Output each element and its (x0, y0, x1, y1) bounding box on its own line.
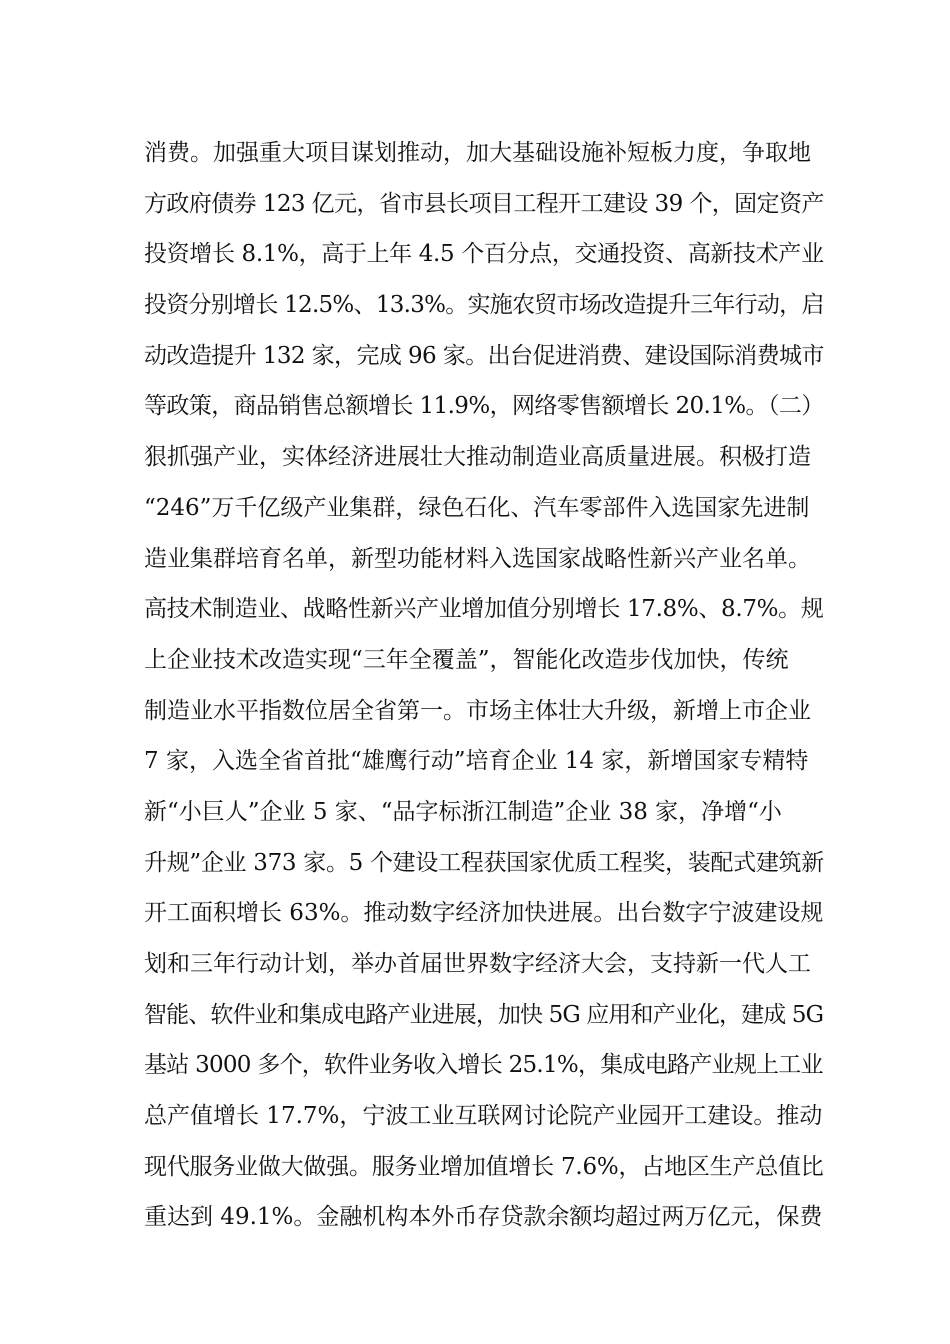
text-line: 升规”企业 373 家。5 个建设工程获国家优质工程奖，装配式建筑新 (144, 849, 824, 876)
text-line: 7 家，入选全省首批“雄鹰行动”培育企业 14 家，新增国家专精特 (144, 748, 809, 775)
text-line: “246”万千亿级产业集群，绿色石化、汽车零部件入选国家先进制 (144, 494, 810, 521)
text-line: 新“小巨人”企业 5 家、“品字标浙江制造”企业 38 家，净增“小 (144, 798, 782, 825)
body-text (144, 128, 824, 1243)
text-line: 消费。加强重大项目谋划推动，加大基础设施补短板力度，争取地 (144, 140, 811, 166)
text-line: 上企业技术改造实现“三年全覆盖”，智能化改造步伐加快，传统 (144, 646, 789, 673)
text-line: 方政府债券 123 亿元，省市县长项目工程开工建设 39 个，固定资产 (144, 190, 824, 217)
text-line: 智能、软件业和集成电路产业进展，加快 5G 应用和产业化，建成 5G (144, 1001, 824, 1028)
text-line: 投资分别增长 12.5%、13.3%。实施农贸市场改造提升三年行动，启 (144, 292, 824, 319)
text-line: 造业集群培育名单，新型功能材料入选国家战略性新兴产业名单。 (144, 545, 811, 572)
text-line: 总产值增长 17.7%，宁波工业互联网讨论院产业园开工建设。推动 (144, 1103, 823, 1130)
text-line: 投资增长 8.1%，高于上年 4.5 个百分点，交通投资、高新技术产业 (144, 241, 824, 268)
text-line: 开工面积增长 63%。推动数字经济加快进展。出台数字宁波建设规 (144, 900, 824, 927)
text-line: 划和三年行动计划，举办首届世界数字经济大会，支持新一代人工 (144, 951, 811, 977)
text-line: 高技术制造业、战略性新兴产业增加值分别增长 17.8%、8.7%。规 (144, 596, 824, 623)
text-line: 重达到 49.1%。金融机构本外币存贷款余额均超过两万亿元，保费 (144, 1204, 823, 1231)
text-line: 现代服务业做大做强。服务业增加值增长 7.6%，占地区生产总值比 (144, 1153, 824, 1180)
text-line: 基站 3000 多个，软件业务收入增长 25.1%，集成电路产业规上工业 (144, 1052, 823, 1079)
text-line: 制造业水平指数位居全省第一。市场主体壮大升级，新增上市企业 (144, 697, 811, 724)
text-line: 狠抓强产业，实体经济进展壮大推动制造业高质量进展。积极打造 (144, 444, 811, 471)
text-line: 动改造提升 132 家，完成 96 家。出台促进消费、建设国际消费城市 (144, 342, 824, 369)
text-line: 等政策，商品销售总额增长 11.9%，网络零售额增长 20.1%。（二） (144, 393, 824, 420)
